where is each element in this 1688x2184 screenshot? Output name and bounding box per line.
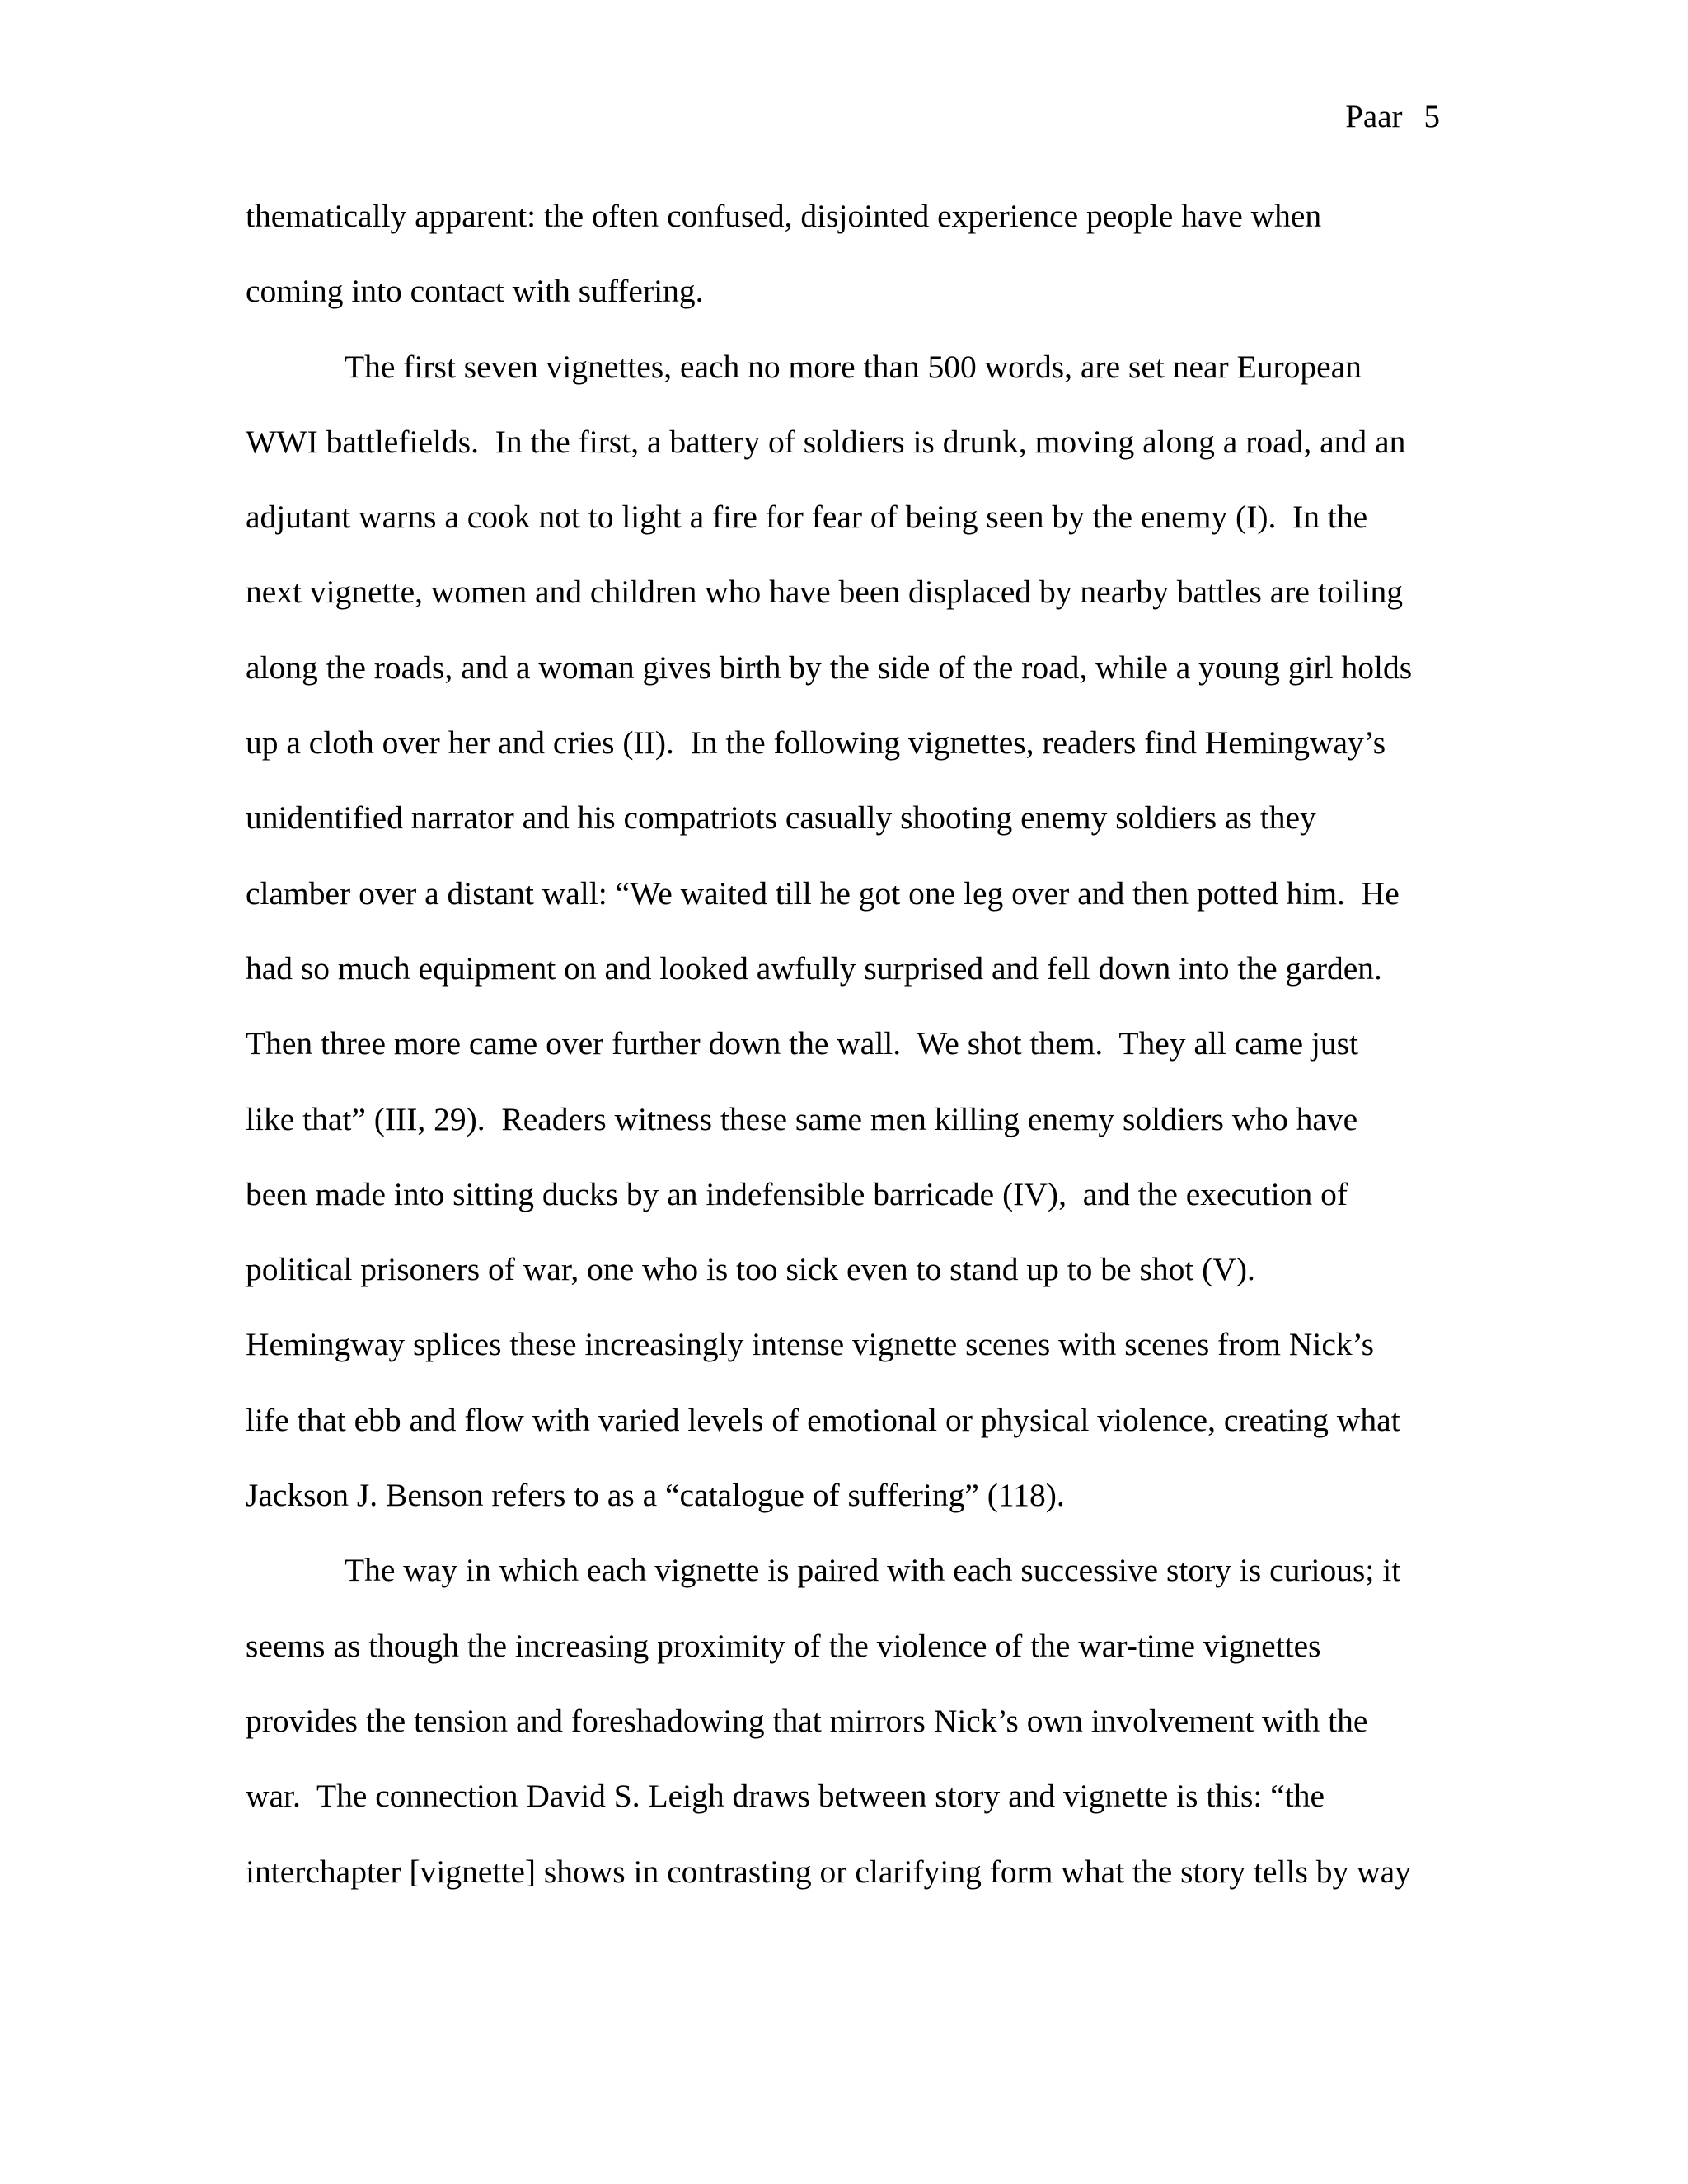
text-line: political prisoners of war, one who is too sick even to stand up to be shot (V). (246, 1251, 1255, 1288)
text-line: WWI battlefields. In the first, a battery of soldiers is drunk, moving along a road, and an (246, 423, 1406, 460)
text-line: provides the tension and foreshadowing that mirrors Nick’s own involvement with the (246, 1702, 1368, 1739)
text-line: war. The connection David S. Leigh draws between story and vignette is this: “the (246, 1778, 1325, 1815)
text-line: The way in which each vignette is paired with each successive story is curious; it (345, 1552, 1401, 1589)
text-line: Then three more came over further down the wall. We shot them. They all came just (246, 1025, 1358, 1062)
text-line: Jackson J. Benson refers to as a “catalogue of suffering” (118). (246, 1477, 1065, 1514)
text-line: The first seven vignettes, each no more than 500 words, are set near European (345, 348, 1362, 385)
text-line: interchapter [vignette] shows in contrasting or clarifying form what the story tells by way (246, 1853, 1411, 1890)
text-line: life that ebb and flow with varied levels of emotional or physical violence, creating what (246, 1401, 1400, 1438)
text-line: had so much equipment on and looked awfully surprised and fell down into the garden. (246, 949, 1382, 987)
text-line: thematically apparent: the often confused, disjointed experience people have when (246, 198, 1322, 234)
text-line: coming into contact with suffering. (246, 273, 704, 310)
text-line: like that” (III, 29). Readers witness these same men killing enemy soldiers who have (246, 1100, 1358, 1137)
text-line: next vignette, women and children who have been displaced by nearby battles are toiling (246, 574, 1403, 611)
text-line: adjutant warns a cook not to light a fire for fear of being seen by the enemy (I). In the (246, 499, 1368, 536)
text-line: seems as though the increasing proximity of the violence of the war-time vignettes (246, 1627, 1321, 1664)
text-line: clamber over a distant wall: “We waited till he got one leg over and then potted him. He (246, 874, 1400, 912)
text-line: been made into sitting ducks by an indefensible barricade (IV), and the execution of (246, 1175, 1348, 1212)
author-surname: Paar (1345, 99, 1403, 134)
text-line: Hemingway splices these increasingly intense vignette scenes with scenes from Nick’s (246, 1326, 1374, 1363)
page-number: 5 (1423, 99, 1440, 134)
text-line: unidentified narrator and his compatriots casually shooting enemy soldiers as they (246, 799, 1316, 837)
running-head (1345, 96, 1440, 138)
text-line: up a cloth over her and cries (II). In the following vignettes, readers find Hemingway’s (246, 724, 1386, 762)
text-line: along the roads, and a woman gives birth by the side of the road, while a young girl holds (246, 649, 1413, 686)
body-text (246, 194, 1443, 1925)
